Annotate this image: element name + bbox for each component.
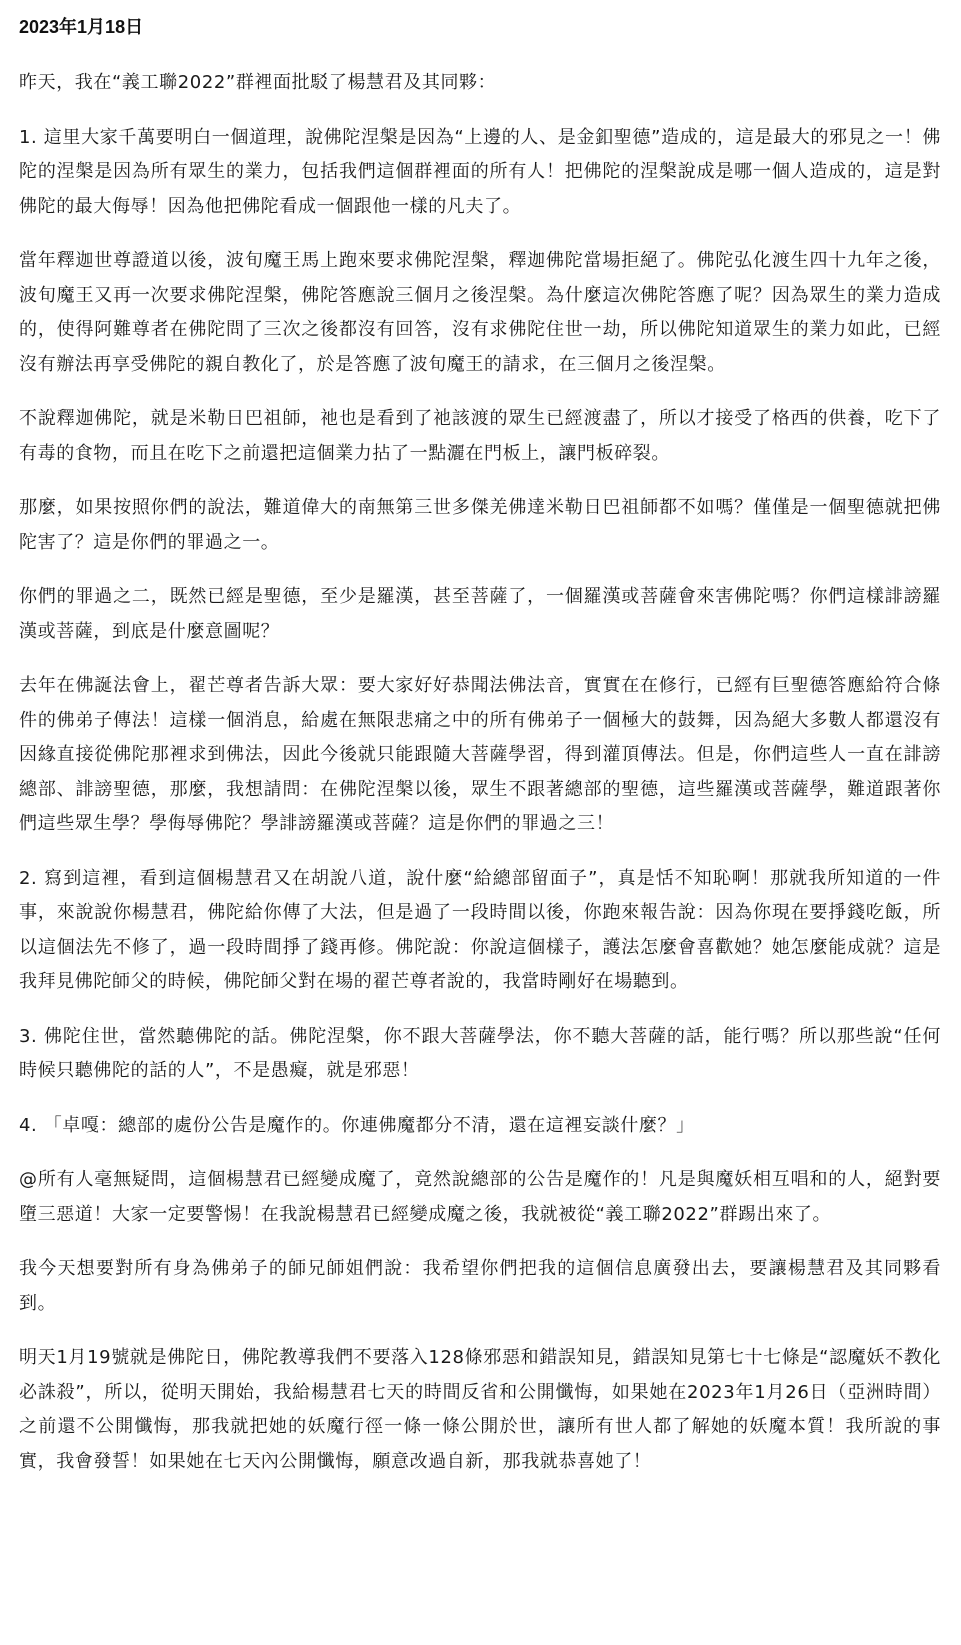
paragraph-point-1: 1. 這里大家千萬要明白一個道理，說佛陀涅槃是因為“上邊的人、是金釦聖德”造成的，這是最大的邪見之一！佛陀的涅槃是因為所有眾生的業力，包括我們這個群裡面的所有人！把佛陀的涅槃說成是哪一個人造成的，這是對佛陀的最大侮辱！因為他把佛陀看成一個跟他一樣的凡夫了。 [19,126,941,217]
paragraph-milarepa: 不說釋迦佛陀，就是米勒日巴祖師，祂也是看到了祂該渡的眾生已經渡盡了，所以才接受了格西的供養，吃下了有毒的食物，而且在吃下之前還把這個業力拈了一點灑在門板上，讓門板碎裂。 [19,408,941,464]
paragraph-fault-3: 去年在佛誕法會上，翟芒尊者告訴大眾：要大家好好恭聞法佛法音，實實在在修行，已經有巨聖德答應給符合條件的佛弟子傳法！這樣一個消息，給處在無限悲痛之中的所有佛弟子一個極大的鼓舞，因為絕大多數人都還沒有因緣直接從佛陀那裡求到佛法，因此今後就只能跟隨大菩薩學習，得到灌頂傳法。但是，你們這些人一直在誹謗總部、誹謗聖德，那麼，我想請問：在佛陀涅槃以後，眾生不跟著總部的聖德，這些羅漢或菩薩學，難道跟著你們這些眾生學？學侮辱佛陀？學誹謗羅漢或菩薩？這是你們的罪過之三！ [19,675,941,834]
paragraph-intro: 昨天，我在“義工聯2022”群裡面批駁了楊慧君及其同夥： [19,72,497,93]
paragraph-point-3: 3. 佛陀住世，當然聽佛陀的話。佛陀涅槃，你不跟大菩薩學法，你不聽大菩薩的話，能行嗎？所以那些說“任何時候只聽佛陀的話的人”，不是愚癡，就是邪惡！ [19,1025,941,1081]
paragraph-point-2: 2. 寫到這裡，看到這個楊慧君又在胡說八道，說什麼“給總部留面子”，真是恬不知恥啊！那就我所知道的一件事，來說說你楊慧君，佛陀給你傳了大法，但是過了一段時間以後，你跑來報告說：因為你現在要掙錢吃飯，所以這個法先不修了，過一段時間掙了錢再修。佛陀說：你說這個樣子，護法怎麼會喜歡她？她怎麼能成就？這是我拜見佛陀師父的時候，佛陀師父對在場的翟芒尊者說的，我當時剛好在場聽到。 [19,867,941,992]
paragraph-request: 我今天想要對所有身為佛弟子的師兄師姐們說：我希望你們把我的這個信息廣發出去，要讓楊慧君及其同夥看到。 [19,1258,941,1314]
paragraph-fault-2: 你們的罪過之二，既然已經是聖德，至少是羅漢，甚至菩薩了，一個羅漢或菩薩會來害佛陀嗎？你們這樣誹謗羅漢或菩薩，到底是什麼意圖呢？ [19,586,941,642]
paragraph-mara-story: 當年釋迦世尊證道以後，波旬魔王馬上跑來要求佛陀涅槃，釋迦佛陀當場拒絕了。佛陀弘化渡生四十九年之後，波旬魔王又再一次要求佛陀涅槃，佛陀答應說三個月之後涅槃。為什麼這次佛陀答應了呢？因為眾生的業力造成的，使得阿難尊者在佛陀問了三次之後都沒有回答，沒有求佛陀住世一劫，所以佛陀知道眾生的業力如此，已經沒有辦法再享受佛陀的親自教化了，於是答應了波旬魔王的請求，在三個月之後涅槃。 [19,250,941,375]
paragraph-fault-1: 那麼，如果按照你們的說法，難道偉大的南無第三世多傑羌佛達米勒日巴祖師都不如嗎？僅僅是一個聖德就把佛陀害了？這是你們的罪過之一。 [19,497,941,553]
paragraph-point-4-quote: 4. 「卓嘎：總部的處份公告是魔作的。你連佛魔都分不清，還在這裡妄談什麼？」 [19,1114,695,1136]
paragraph-ultimatum: 明天1月19號就是佛陀日，佛陀教導我們不要落入128條邪惡和錯誤知見，錯誤知見第七十七條是“認魔妖不教化必誅殺”，所以，從明天開始，我給楊慧君七天的時間反省和公開懺悔，如果她在2023年1月26日（亞洲時間）之前還不公開懺悔，那我就把她的妖魔行徑一條一條公開於世，讓所有世人都了解她的妖魔本質！我所說的事實，我會發誓！如果她在七天內公開懺悔，願意改過自新，那我就恭喜她了！ [19,1347,941,1472]
post-date: 2023年1月18日 [19,17,144,37]
paragraph-at-all: @所有人毫無疑問，這個楊慧君已經變成魔了，竟然說總部的公告是魔作的！凡是與魔妖相互唱和的人，絕對要墮三惡道！大家一定要警惕！在我說楊慧君已經變成魔之後，我就被從“義工聯2022”群踢出來了。 [19,1169,941,1225]
